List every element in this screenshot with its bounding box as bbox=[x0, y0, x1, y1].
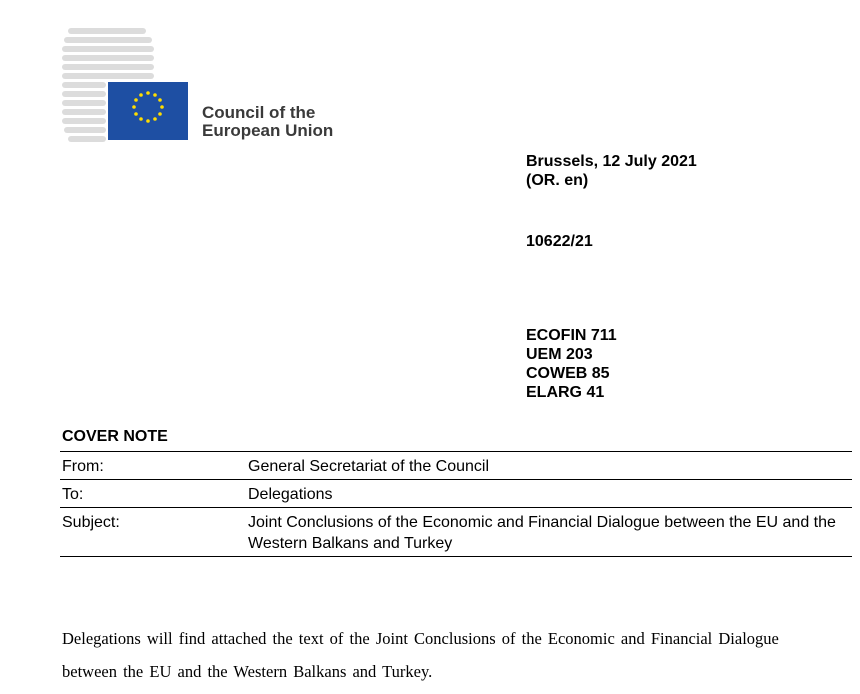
council-logo bbox=[62, 28, 362, 148]
code-item: ELARG 41 bbox=[526, 384, 605, 401]
place-date: Brussels, 12 July 2021 bbox=[526, 153, 697, 170]
cover-row-to bbox=[60, 480, 852, 508]
org-name-line-1: Council of the bbox=[202, 103, 316, 122]
document-reference bbox=[526, 232, 593, 251]
to-label: To: bbox=[62, 486, 84, 503]
cover-row-subject bbox=[60, 508, 852, 557]
to-value: Delegations bbox=[248, 486, 333, 503]
cover-note-title: COVER NOTE bbox=[62, 428, 168, 445]
document-date-block bbox=[526, 152, 697, 190]
body-paragraph: Delegations will find attached the text of the Joint Conclusions of the Economic and Financial Dialogue between the EU and the Western Balkans and Turkey. bbox=[62, 629, 779, 681]
cover-note-table bbox=[60, 451, 852, 557]
code-item: COWEB 85 bbox=[526, 365, 610, 382]
original-language: (OR. en) bbox=[526, 172, 589, 189]
organisation-name bbox=[202, 104, 333, 140]
subject-value: Joint Conclusions of the Economic and Financial Dialogue between the EU and the Western Balkans and Turkey bbox=[248, 514, 836, 552]
subject-label: Subject: bbox=[62, 514, 120, 531]
code-item: UEM 203 bbox=[526, 346, 593, 363]
cover-row-from bbox=[60, 452, 852, 480]
classification-codes bbox=[526, 326, 617, 402]
code-item: ECOFIN 711 bbox=[526, 327, 617, 344]
from-value: General Secretariat of the Council bbox=[248, 458, 490, 475]
document-number: 10622/21 bbox=[526, 233, 593, 250]
from-label: From: bbox=[62, 458, 104, 475]
council-building-emblem bbox=[62, 28, 202, 148]
org-name-line-2: European Union bbox=[202, 121, 334, 140]
